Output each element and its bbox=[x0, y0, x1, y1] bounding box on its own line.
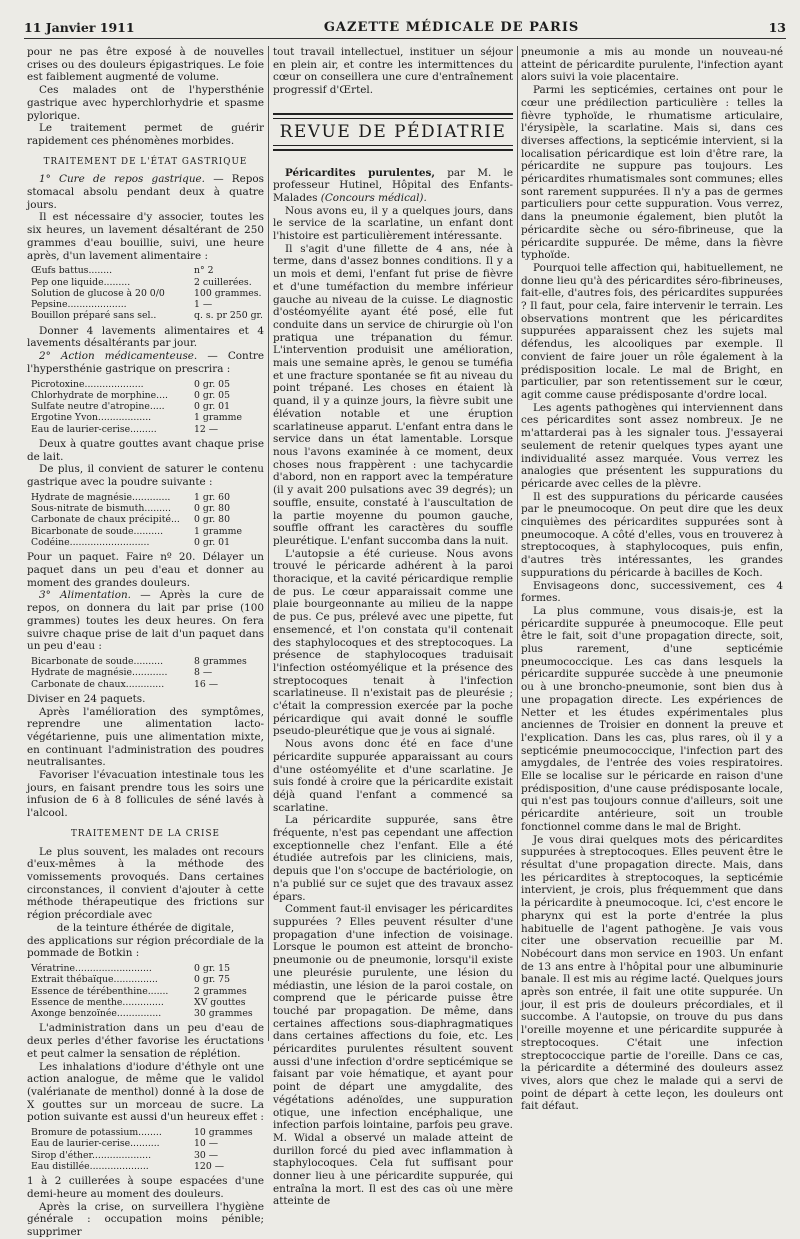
prescription-row bbox=[31, 424, 264, 435]
page-number: 13 bbox=[768, 20, 786, 35]
ingredient-name: Bromure de potassium........ bbox=[31, 1127, 162, 1139]
ingredient-dose: 0 gr. 01 bbox=[194, 401, 230, 413]
prescription-list bbox=[31, 265, 264, 321]
ingredient-name: Carbonate de chaux............. bbox=[31, 678, 165, 690]
ingredient-name: Bicarbonate de soude.......... bbox=[31, 655, 164, 667]
paragraph: Il s'agit d'une fillette de 4 ans, née à terme, dans d'assez bonnes conditions. Il y a un mois et demi, l'enfant fut prise de fièvre et d'une tuméfaction du membre inférieur gauche au niveau de la cuisse. Le diagnostic d'ostéomyélite ayant été posé, elle fut conduite dans un service de chirurgie où l'on pratiqua une trépanation du fémur. L'intervention produisit une amélioration, mais une semaine après, le genou se tuméfia et une fracture spontanée se fit au niveau du point trépané. Les choses en étaient là quand, il y a quinze jours, la fièvre subit une élévation notable et une éruption scarlatineuse apparut. L'enfant entra dans le service dans un état lamentable. Lorsque nous l'avons examinée à ce moment, deux choses nous frappèrent : une tachycardie d'abord, non en rapport avec la température (il y avait 200 pulsations avec 39 degrés); un souffle, ensuite, constaté à l'auscultation de la partie moyenne du poumon gauche, souffle offrant les caractères du souffle pleurétique. L'enfant succomba dans la nuit. bbox=[273, 242, 513, 547]
ingredient-name: Vératrine.......................... bbox=[31, 962, 152, 974]
ingredient-name: Pepsine.................... bbox=[31, 299, 127, 311]
paragraph-text: — Après la cure de repos, on donnera du lait par prise (100 grammes) toutes les deux heures. On fera suivre chaque prise de lait d'un paquet dans un peu d'eau : bbox=[27, 589, 264, 653]
prescription-list bbox=[31, 492, 264, 548]
ingredient-dose: 2 cuillerées. bbox=[194, 276, 252, 288]
ingredient-name: Essence de térébenthine....... bbox=[31, 985, 169, 997]
paragraph: De plus, il convient de saturer le contenu gastrique avec la poudre suivante : bbox=[27, 463, 264, 489]
prescription-row bbox=[31, 1150, 264, 1161]
prescription-row bbox=[31, 963, 264, 974]
paragraph: Ces malades ont de l'hypersthénie gastrique avec hyperchlorhydrie et spasme pylorique. bbox=[27, 84, 264, 122]
paragraph: Le plus souvent, les malades ont recours d'eux-mêmes à la méthode des vomissements provoqués. Dans certaines circonstances, il convient d'ajouter à cette méthode thérapeutique des frictions sur région précordiale avec bbox=[27, 845, 264, 922]
paragraph: Le traitement permet de guérir rapidement ces phénomènes morbides. bbox=[27, 122, 264, 147]
ingredient-dose: n° 2 bbox=[194, 265, 214, 277]
ingredient-dose: 30 — bbox=[194, 1149, 219, 1161]
ingredient-dose: 0 gr. 01 bbox=[194, 537, 230, 549]
prescription-row bbox=[31, 1008, 264, 1019]
ingredient-dose: 0 gr. 15 bbox=[194, 962, 230, 974]
paragraph: La plus commune, vous disais-je, est la péricardite suppurée à pneumocoque. Elle peut être le fait, soit d'une propagation directe, soit, plus rarement, d'une septicémie pneumococcique. Les cas dans lesquels la péricardite suppurée succède à une pneumonie ou à une broncho-pneumonie, sont bien dus à une propagation directe. Les expériences de Netter et les études expérimentales plus anciennes de Troisier en donnent la preuve et l'explication. Dans les cas, plus rares, où il y a septicémie pneumococcique, l'infection part des amygdales, de l'entrée des voies respiratoires. Elle se localise sur le péricarde en raison d'une prédisposition, d'une cause prédisposante locale, qui n'est pas toujours connue d'ailleurs, soit une péricardite antérieure, soit un trouble fonctionnel comme dans le mal de Bright. bbox=[521, 604, 783, 833]
prescription-row bbox=[31, 1127, 264, 1138]
prescription-row bbox=[31, 986, 264, 997]
paragraph: Je vous dirai quelques mots des péricardites suppurées à streptocoques. Elles peuvent être le résultat d'une propagation directe. Mais, dans les péricardites à streptocoques, la septicémie intervient, je crois, plus fréquemment que dans la péricardite à pneumocoque. Ici, c'est encore le pharynx qui est la porte d'entrée la plus habituelle de l'agent pathogène. Je vais vous citer une observation recueillie par M. Nobécourt dans mon service en 1903. Un enfant de 13 ans entre à l'hôpital pour une albuminurie banale. Il est mis au régime lacté. Quelques jours après son entrée, il fait une otite suppurée. Un jour, il est pris de douleurs précordiales, et il succombe. A l'autopsie, on trouve du pus dans l'oreille moyenne et une péricardite suppurée à streptocoques. C'était une infection streptococcique partie de l'oreille. Dans ce cas, la péricardite a déterminé des douleurs assez vives, alors que chez le malade qui a servi de point de départ à cette leçon, les douleurs ont fait défaut. bbox=[521, 833, 783, 1113]
ingredient-name: Eau de laurier-cerise......... bbox=[31, 423, 157, 435]
ingredient-name: Bouillon préparé sans sel.. bbox=[31, 310, 157, 322]
ingredient-name: Chlorhydrate de morphine.... bbox=[31, 389, 168, 401]
ingredient-dose: 1 — bbox=[194, 299, 213, 311]
prescription-row bbox=[31, 379, 264, 390]
prescription-row bbox=[31, 997, 264, 1008]
paragraph bbox=[27, 173, 264, 211]
ingredient-dose: 0 gr. 05 bbox=[194, 389, 230, 401]
article-title: Péricardites purulentes, bbox=[285, 166, 435, 179]
ingredient-dose: q. s. pr 250 gr. bbox=[194, 310, 263, 322]
paragraph: Pour un paquet. Faire nº 20. Délayer un paquet dans un peu d'eau et donner au moment des grandes douleurs. bbox=[27, 551, 264, 589]
ingredient-name: Solution de glucose à 20 0/0 bbox=[31, 287, 165, 299]
prescription-row bbox=[31, 514, 264, 525]
paragraph: Donner 4 lavements alimentaires et 4 lavements désaltérants par jour. bbox=[27, 324, 264, 350]
ingredient-dose: 16 — bbox=[194, 678, 219, 690]
prescription-row bbox=[31, 299, 264, 310]
journal-title: GAZETTE MÉDICALE DE PARIS bbox=[323, 20, 580, 35]
paragraph: Il est nécessaire d'y associer, toutes les six heures, un lavement désaltérant de 250 grammes d'eau bouillie, suivi, une heure après, d'un lavement alimentaire : bbox=[27, 211, 264, 262]
ingredient-dose: 12 — bbox=[194, 423, 219, 435]
ingredient-dose: 1 gramme bbox=[194, 525, 242, 537]
ingredient-dose: 0 gr. 80 bbox=[194, 514, 230, 526]
ingredient-name: Sous-nitrate de bismuth......... bbox=[31, 503, 171, 515]
prescription-list bbox=[31, 656, 264, 690]
paragraph: Envisageons donc, successivement, ces 4 formes. bbox=[521, 579, 783, 605]
ingredient-name: Eau de laurier-cerise.......... bbox=[31, 1138, 160, 1150]
prescription-list bbox=[31, 379, 264, 435]
prescription-row bbox=[31, 412, 264, 423]
article-author: par M. le professeur Hutinel, Hôpital des Enfants-Malades bbox=[273, 166, 514, 204]
ingredient-name: Œufs battus........ bbox=[31, 265, 113, 277]
paragraph: Après l'amélioration des symptômes, reprendre une alimentation lacto-végétarienne, puis une alimentation mixte, en continuant l'administration des poudres neutralisantes. bbox=[27, 705, 264, 769]
column-rule bbox=[517, 46, 518, 1041]
paragraph: 1 à 2 cuillerées à soupe espacées d'une demi-heure au moment des douleurs. bbox=[27, 1175, 264, 1200]
subsection-title: 1° Cure de repos gastrique. bbox=[39, 173, 205, 186]
paragraph-text: — Repos stomacal absolu pendant deux à quatre jours. bbox=[27, 173, 264, 211]
prescription-row bbox=[31, 667, 264, 678]
paragraph: L'autopsie a été curieuse. Nous avons trouvé le péricarde adhérent à la paroi thoracique, et la cavité péricardique remplie de pus. Le cœur apparaissait comme une plaie bourgeonnante au milieu de la nappe de pus. Ce pus, prélevé avec une pipette, fut ensemencé, et l'on constata qu'il contenait des staphylocoques et des streptocoques. La présence de staphylocoques traduisait l'infection ostéomyélique et la présence des streptocoques tenait à l'infection scarlatineuse. Il n'existait pas de pleurésie ; c'était la compression exercée par la poche péricardique qui avait donné le souffle pseudo-pleurétique que je vous ai signalé. bbox=[273, 547, 513, 738]
ingredient-dose: 0 gr. 75 bbox=[194, 974, 230, 986]
ingredient-dose: 10 grammes bbox=[194, 1127, 253, 1139]
prescription-row bbox=[31, 679, 264, 690]
column-rule bbox=[268, 46, 269, 1041]
paragraph: Comment faut-il envisager les péricardites suppurées ? Elles peuvent résulter d'une propagation d'une infection de voisinage. Lorsque le poumon est atteint de broncho-pneumonie ou de pneumonie, lorsqu'il existe une pleurésie purulente, une lésion du médiastin, une lésion de la paroi costale, on comprend que le péricarde puisse être touché par propagation. De même, dans certaines affections sous-diaphragmatiques dans certaines affections du foie, etc. Les péricardites purulentes résultent souvent aussi d'une infection d'ordre septicémique se faisant par voie hématique, et ayant pour point de départ une amygdalite, des végétations adénoïdes, une suppuration otique, une infection encéphalique, une infection parfois lointaine, parfois peu grave. M. Widal a observé un malade atteint de durillon forcé du pied avec inflammation à staphylocoques. Cela fut suffisant pour donner lieu à une péricardite suppurée, qui entraîna la mort. Il est des cas où une mère atteinte de bbox=[273, 903, 513, 1208]
ingredient-dose: 0 gr. 80 bbox=[194, 503, 230, 515]
prescription-row bbox=[31, 401, 264, 412]
paragraph: pour ne pas être exposé à de nouvelles crises ou des douleurs épigastriques. Le foie est faiblement augmenté de volume. bbox=[27, 46, 264, 84]
section-heading-text: TRAITEMENT DE L'ÉTAT GASTRIQUE bbox=[43, 156, 248, 167]
ingredient-dose: 2 grammes bbox=[194, 985, 247, 997]
prescription-row bbox=[31, 310, 264, 321]
paragraph: Nous avons eu, il y a quelques jours, dans le service de la scarlatine, un enfant dont l'histoire est particulièrement intéressante. bbox=[273, 204, 513, 243]
prescription-row bbox=[31, 1138, 264, 1149]
ingredient-name: Ergotine Yvon.................. bbox=[31, 412, 152, 424]
prescription-row bbox=[31, 656, 264, 667]
paragraph: Diviser en 24 paquets. bbox=[27, 692, 146, 705]
ingredient-name: Pep one liquide......... bbox=[31, 276, 131, 288]
ingredient-name: Sulfate neutre d'atropine..... bbox=[31, 401, 165, 413]
ingredient-dose: 1 gr. 60 bbox=[194, 491, 230, 503]
prescription-row bbox=[31, 1161, 264, 1172]
paragraph: Il est des suppurations du péricarde causées par le pneumocoque. On peut dire que les deux cinquièmes des péricardites suppurées sont à pneumocoque. A côté d'elles, vous en trouverez à streptocoques, à staphylocoques, puis enfin, d'autres très intéressantes, les grandes suppurations du péricarde à bacilles de Koch. bbox=[521, 490, 783, 579]
paragraph-text: — Contre l'hypersthénie gastrique on prescrira : bbox=[27, 350, 265, 375]
paragraph: Favoriser l'évacuation intestinale tous les jours, en faisant prendre tous les soirs une infusion de 6 à 8 follicules de séné lavés à l'alcool. bbox=[27, 769, 264, 820]
paragraph: Nous avons donc été en face d'une péricardite suppurée apparaissant au cours d'une ostéomyélite et d'une scarlatine. Je suis fondé à croire que la péricardite existait déjà quand l'enfant a commencé sa scarlatine. bbox=[273, 738, 513, 814]
ingredient-dose: 30 grammes bbox=[194, 1008, 253, 1020]
paragraph: Parmi les septicémies, certaines ont pour le cœur une prédilection particulière : telles la fièvre typhoïde, le rhumatisme articulaire, l'érysipèle, la scarlatine. Mais si, dans ces diverses affections, la septicémie intervient, si la localisation péricardique est loin d'être rare, la péricardite ne suppure pas toujours. Les péricardites rhumatismales sont communes; elles sont rarement suppurées. Il n'y a pas de germes particuliers pour cette suppuration. Vous verrez, dans la pneumonie également, bien plutôt la péricardite sèche ou séro-fibrineuse, que la péricardite suppurée. De même, dans la fièvre typhoïde. bbox=[521, 84, 783, 262]
paragraph: de la teinture éthérée de digitale, bbox=[56, 921, 235, 934]
ingredient-name: Extrait thébaïque............... bbox=[31, 974, 158, 986]
ingredient-dose: 120 — bbox=[194, 1160, 224, 1172]
paragraph: La péricardite suppurée, sans être fréquente, n'est pas cependant une affection exceptionnelle chez l'enfant. Elle a été étudiée autrefois par les cliniciens, mais, depuis que l'on s'occupe de bactériologie, on n'a publié sur ce sujet que des travaux assez épars. bbox=[273, 814, 513, 903]
paragraph: tout travail intellectuel, instituer un séjour en plein air, et contre les intermittences du cœur on conseillera une cure d'entraînement progressif d'Œrtel. bbox=[273, 46, 513, 97]
page-header bbox=[24, 16, 786, 39]
ingredient-name: Carbonate de chaux précipité... bbox=[31, 514, 180, 526]
paragraph bbox=[27, 589, 264, 653]
ingredient-name: Codéine........................... bbox=[31, 537, 150, 549]
issue-date: 11 Janvier 1911 bbox=[24, 20, 135, 35]
paragraph: Après la crise, on surveillera l'hygiène générale : occupation moins pénible; supprimer bbox=[27, 1200, 264, 1239]
prescription-list bbox=[31, 963, 264, 1019]
subsection-title: 2° Action médicamenteuse. bbox=[39, 350, 198, 363]
section-heading bbox=[27, 828, 264, 841]
paragraph: Les inhalations d'iodure d'éthyle ont une action analogue, de même que le validol (valérianate de menthol) donné à la dose de X gouttes sur un morceau de sucre. La potion suivante est aussi d'un heureux effet : bbox=[27, 1060, 264, 1124]
prescription-row bbox=[31, 390, 264, 401]
ingredient-name: Essence de menthe.............. bbox=[31, 996, 164, 1008]
paragraph: des applications sur région précordiale de la pommade de Botkin : bbox=[27, 934, 264, 960]
paragraph: Deux à quatre gouttes avant chaque prise de lait. bbox=[27, 438, 264, 463]
ingredient-name: Hydrate de magnésie............. bbox=[31, 491, 171, 503]
prescription-list bbox=[31, 1127, 264, 1172]
ingredient-name: Axonge benzoïnée............... bbox=[31, 1008, 162, 1020]
column-middle bbox=[273, 46, 514, 1208]
paragraph: L'administration dans un peu d'eau de deux perles d'éther favorise les éructations et peut calmer la sensation de réplétion. bbox=[27, 1022, 264, 1060]
ingredient-name: Hydrate de magnésie............ bbox=[31, 667, 168, 679]
ingredient-dose: 0 gr. 05 bbox=[194, 378, 230, 390]
paragraph: pneumonie a mis au monde un nouveau-né atteint de péricardite purulente, l'infection ayant alors suivi la voie placentaire. bbox=[521, 46, 783, 84]
ingredient-name: Sirop d'éther.................... bbox=[31, 1149, 152, 1161]
column-left bbox=[27, 46, 265, 1239]
prescription-row bbox=[31, 526, 264, 537]
section-title: REVUE DE PÉDIATRIE bbox=[273, 113, 513, 151]
paragraph: Les agents pathogènes qui interviennent dans ces péricardites sont assez nombreux. Je ne m'attarderai pas à les signaler tous. J'essayerai seulement de retenir quelques types ayant une individualité assez marquée. Vous verrez les analogies que présentent les suppurations du péricarde avec celles de la plèvre. bbox=[521, 401, 783, 490]
prescription-row bbox=[31, 277, 264, 288]
ingredient-dose: 1 gramme bbox=[194, 412, 242, 424]
paragraph: Pourquoi telle affection qui, habituellement, ne donne lieu qu'à des péricardites séro-fibrineuses, fait-elle, d'autres fois, des péricardites suppurées ? Il faut, pour cela, faire intervenir le terrain. Les observations montrent que les péricardites suppurées apparaissent chez les sujets mal défendus, les alcooliques par exemple. Il convient de faire jouer un rôle également à la prédisposition locale. Le mal de Bright, en particulier, par son retentissement sur le cœur, agit comme cause prédisposante d'ordre local. bbox=[521, 261, 783, 401]
ingredient-dose: XV gouttes bbox=[194, 996, 246, 1008]
column-right bbox=[521, 46, 783, 1113]
section-heading-text: TRAITEMENT DE LA CRISE bbox=[71, 828, 220, 839]
article-source: (Concours médical). bbox=[320, 191, 427, 204]
article-heading bbox=[273, 167, 513, 205]
prescription-row bbox=[31, 288, 264, 299]
ingredient-dose: 100 grammes. bbox=[194, 287, 262, 299]
ingredient-dose: 8 grammes bbox=[194, 655, 247, 667]
ingredient-dose: 8 — bbox=[194, 667, 213, 679]
prescription-row bbox=[31, 503, 264, 514]
prescription-row bbox=[31, 492, 264, 503]
ingredient-name: Eau distillée.................... bbox=[31, 1160, 149, 1172]
subsection-title: 3° Alimentation. bbox=[39, 589, 131, 602]
ingredient-name: Picrotoxine.................... bbox=[31, 378, 144, 390]
section-heading bbox=[27, 156, 264, 169]
prescription-row bbox=[31, 265, 264, 276]
prescription-row bbox=[31, 974, 264, 985]
paragraph bbox=[27, 350, 264, 375]
ingredient-name: Bicarbonate de soude.......... bbox=[31, 525, 164, 537]
prescription-row bbox=[31, 537, 264, 548]
ingredient-dose: 10 — bbox=[194, 1138, 219, 1150]
